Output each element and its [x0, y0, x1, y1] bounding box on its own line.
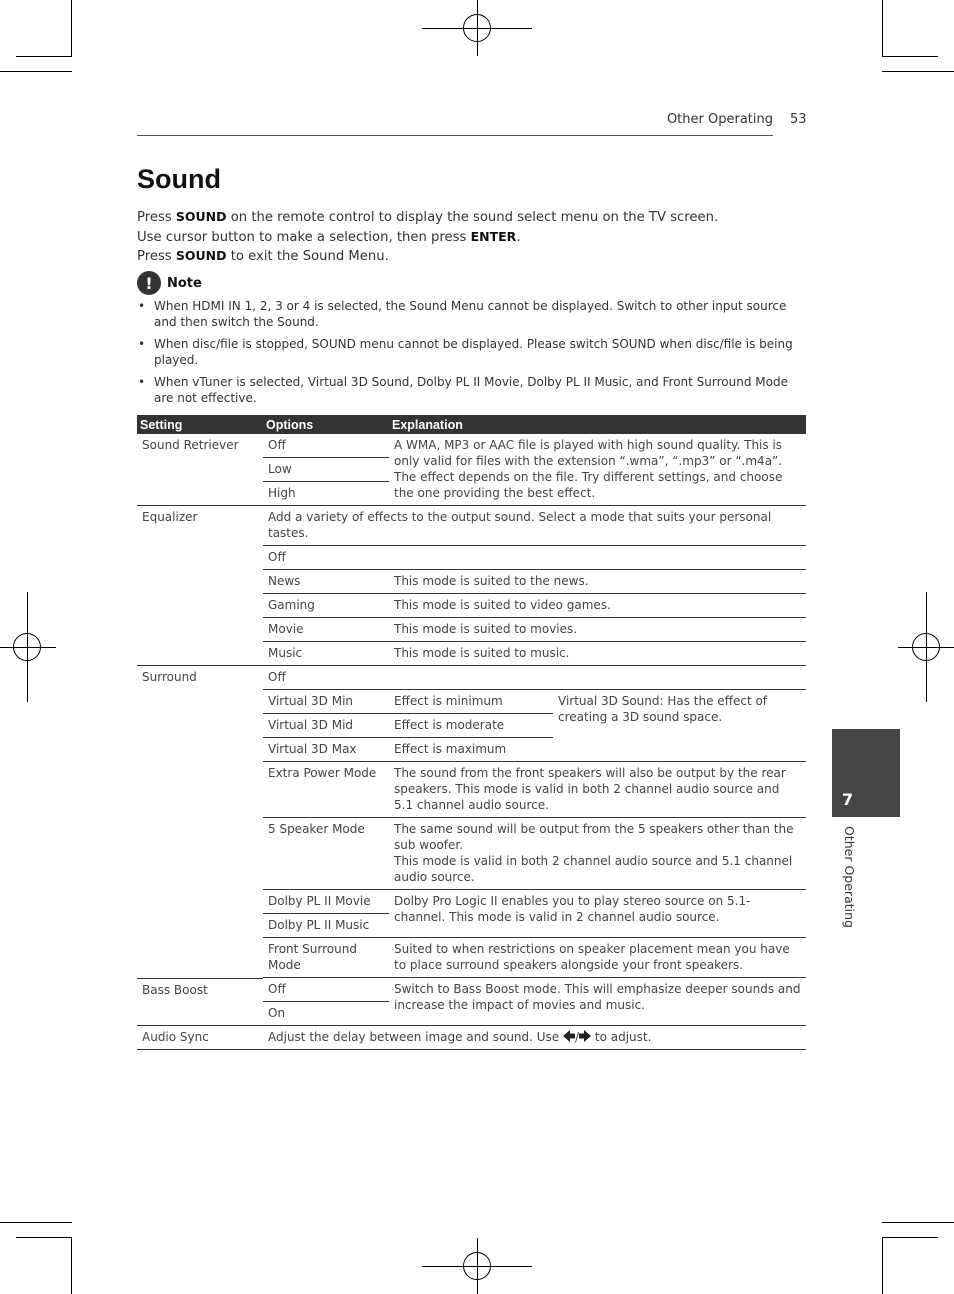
chapter-label: Other Operating	[842, 826, 857, 928]
setting-bass-boost: Bass Boost	[137, 978, 263, 1026]
option-cell: Front Surround Mode	[263, 938, 389, 978]
sound-key: SOUND	[175, 209, 227, 224]
intro-line-3: Press SOUND to exit the Sound Menu.	[137, 248, 389, 265]
intro-line-2: Use cursor button to make a selection, then press ENTER.	[137, 228, 521, 245]
table-row	[137, 506, 806, 546]
table-row	[137, 666, 806, 690]
option-cell: On	[263, 1002, 389, 1026]
sound-key: SOUND	[175, 248, 227, 264]
setting-surround: Surround	[137, 666, 263, 979]
page-header	[137, 112, 773, 136]
explanation-cell: A WMA, MP3 or AAC file is played with high sound quality. This is only valid for files with the extension “.wma”, “.mp3” or “.m4a”. The effect depends on the file. Try different settings, and choose the one providing the best effect.	[389, 434, 806, 506]
setting-audio-sync: Audio Sync	[137, 1026, 263, 1050]
intro-line-1: Press SOUND on the remote control to display the sound select menu on the TV screen.	[137, 209, 719, 225]
explanation-cell: Adjust the delay between image and sound. Use / to adjust.	[263, 1026, 806, 1050]
intro-text	[137, 208, 817, 267]
option-cell: Virtual 3D Min	[263, 690, 389, 714]
option-cell: Dolby PL II Movie	[263, 890, 389, 914]
note-heading	[137, 271, 202, 295]
explanation-cell: Effect is moderate	[389, 714, 553, 738]
explanation-cell: This mode is suited to movies.	[389, 618, 806, 642]
explanation-cell: Dolby Pro Logic II enables you to play stereo source on 5.1-channel. This mode is valid in 2 channel audio source.	[389, 890, 806, 938]
explanation-cell: Suited to when restrictions on speaker placement mean you have to place surround speakers alongside your front speakers.	[389, 938, 806, 978]
table-header-row	[137, 415, 806, 434]
table-row	[137, 434, 806, 458]
explanation-cell	[389, 546, 806, 570]
explanation-line: This mode is valid in both 2 channel audio source and 5.1 channel audio source.	[394, 854, 793, 884]
option-cell: Off	[263, 978, 389, 1002]
page-title: Sound	[137, 164, 221, 194]
left-arrow-icon	[563, 1030, 575, 1042]
option-cell: Music	[263, 642, 389, 666]
explanation-cell: The sound from the front speakers will also be output by the rear speakers. This mode is valid in both 2 channel audio source and 5.1 channel audio source.	[389, 762, 806, 818]
option-cell: Off	[263, 546, 389, 570]
explanation-cell	[389, 818, 806, 890]
option-cell: Gaming	[263, 594, 389, 618]
chapter-number: 7	[842, 790, 854, 809]
setting-equalizer: Equalizer	[137, 506, 263, 666]
setting-sound-retriever: Sound Retriever	[137, 434, 263, 506]
list-item: • When HDMI IN 1, 2, 3 or 4 is selected, the Sound Menu cannot be displayed. Switch to other input source and then switch the Sound.	[137, 298, 807, 330]
exclamation-icon: !	[137, 271, 161, 295]
option-cell: Virtual 3D Max	[263, 738, 389, 762]
table-row	[137, 1026, 806, 1050]
option-cell: 5 Speaker Mode	[263, 818, 389, 890]
explanation-cell: Switch to Bass Boost mode. This will emphasize deeper sounds and increase the impact of movies and music.	[389, 978, 806, 1026]
right-arrow-icon	[579, 1030, 591, 1042]
explanation-cell: Virtual 3D Sound: Has the effect of creating a 3D sound space.	[553, 690, 806, 762]
list-item: • When disc/file is stopped, SOUND menu cannot be displayed. Please switch SOUND when disc/file is being played.	[137, 336, 807, 368]
option-cell: Dolby PL II Music	[263, 914, 389, 938]
list-item: • When vTuner is selected, Virtual 3D Sound, Dolby PL II Movie, Dolby PL II Music, and Front Surround Mode are not effective.	[137, 374, 807, 406]
column-header-explanation: Explanation	[389, 415, 806, 434]
page-number: 53	[790, 112, 807, 127]
option-cell: News	[263, 570, 389, 594]
option-cell: Off	[263, 434, 389, 458]
explanation-cell: Add a variety of effects to the output sound. Select a mode that suits your personal tastes.	[263, 506, 806, 546]
table-row	[137, 978, 806, 1002]
sound-settings-table	[137, 415, 806, 1050]
option-cell: Virtual 3D Mid	[263, 714, 389, 738]
column-header-setting: Setting	[137, 415, 263, 434]
note-list	[137, 298, 807, 412]
explanation-cell: Effect is minimum	[389, 690, 553, 714]
explanation-cell: This mode is suited to video games.	[389, 594, 806, 618]
option-cell: High	[263, 482, 389, 506]
note-label: Note	[167, 275, 202, 291]
option-cell: Off	[263, 666, 806, 690]
option-cell: Extra Power Mode	[263, 762, 389, 818]
header-section-title: Other Operating	[666, 112, 773, 127]
column-header-options: Options	[263, 415, 389, 434]
option-cell: Movie	[263, 618, 389, 642]
explanation-cell: Effect is maximum	[389, 738, 553, 762]
explanation-cell: This mode is suited to music.	[389, 642, 806, 666]
enter-key: ENTER	[470, 228, 517, 244]
option-cell: Low	[263, 458, 389, 482]
explanation-cell: This mode is suited to the news.	[389, 570, 806, 594]
explanation-line: The same sound will be output from the 5 speakers other than the sub woofer.	[394, 822, 794, 852]
